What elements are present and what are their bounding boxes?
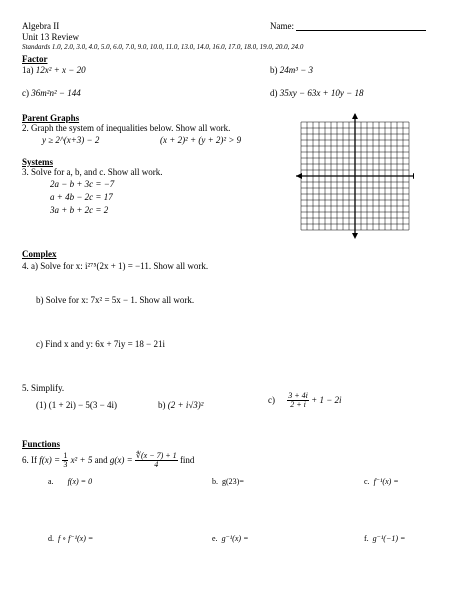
equation-2: a + 4b − 2c = 17 bbox=[50, 192, 113, 202]
question-5b bbox=[158, 401, 203, 410]
question-5: 5. Simplify. bbox=[22, 383, 65, 393]
equation-3: 3a + b + 2c = 2 bbox=[50, 205, 109, 215]
question-5c-label: c) bbox=[268, 395, 275, 405]
question-4b: b) Solve for x: 7x² = 5x − 1. Show all work. bbox=[36, 295, 195, 305]
function-part-d bbox=[48, 535, 93, 543]
part-e-expr: g⁻¹(x) = bbox=[221, 534, 249, 543]
f-fraction-denominator: 3 bbox=[63, 460, 68, 469]
name-line[interactable] bbox=[296, 22, 426, 31]
problem-1a-expr: 12x² + x − 20 bbox=[35, 65, 86, 75]
question-5a: (1) (1 + 2i) − 5(3 − 4i) bbox=[36, 400, 117, 410]
problem-1b bbox=[270, 66, 313, 75]
problem-1a bbox=[22, 66, 86, 75]
complex-heading: Complex bbox=[22, 249, 57, 259]
f-fraction-numerator: 1 bbox=[63, 451, 68, 460]
part-e-label: e. bbox=[212, 534, 218, 543]
part-f-expr: g⁻¹(−1) = bbox=[372, 534, 406, 543]
problem-1c-label: c) bbox=[22, 88, 29, 98]
question-6-intro: 6. If bbox=[22, 455, 37, 465]
part-b-expr: g(23)= bbox=[222, 477, 244, 486]
part-d-label: d. bbox=[48, 534, 54, 543]
systems-heading: Systems bbox=[22, 157, 53, 167]
coordinate-grid[interactable] bbox=[296, 113, 414, 239]
function-part-b bbox=[212, 478, 244, 486]
question-5c-denominator: 2 + i bbox=[290, 400, 306, 409]
g-fraction-numerator: ∜(x − 7) + 1 bbox=[135, 451, 177, 460]
part-c-expr: f⁻¹(x) = bbox=[373, 477, 399, 486]
standards-line: Standards 1.0, 2.0, 3.0, 4.0, 5.0, 6.0, 7.0, 9.0, 10.0, 11.0, 13.0, 14.0, 16.0, 17.0, 18.0, 19.0, 20.0, 24.0 bbox=[22, 43, 304, 51]
function-part-f bbox=[364, 535, 405, 543]
question-2: 2. Graph the system of inequalities below. Show all work. bbox=[22, 123, 231, 133]
find-word: find bbox=[179, 455, 195, 465]
question-5b-label: b) bbox=[158, 400, 166, 410]
question-3: 3. Solve for a, b, and c. Show all work. bbox=[22, 167, 163, 177]
part-f-label: f. bbox=[364, 534, 369, 543]
problem-1b-label: b) bbox=[270, 65, 278, 75]
unit-title: Unit 13 Review bbox=[22, 32, 79, 42]
name-label: Name: bbox=[270, 21, 294, 31]
question-5c-numerator: 3 + 4i bbox=[288, 391, 308, 400]
g-definition-fraction bbox=[135, 452, 178, 469]
inequality-1: y ≥ 2^(x+3) − 2 bbox=[42, 135, 100, 145]
parent-graphs-heading: Parent Graphs bbox=[22, 113, 80, 123]
function-part-c bbox=[364, 478, 399, 486]
question-5c-fraction bbox=[287, 392, 309, 409]
question-4a: 4. a) Solve for x: i²⁷⁵(2x + 1) = −11. Show all work. bbox=[22, 261, 209, 271]
and-word: and bbox=[94, 455, 108, 465]
question-6 bbox=[22, 452, 194, 469]
problem-1d bbox=[270, 89, 363, 98]
question-5c bbox=[268, 392, 342, 409]
part-d-expr: f ∘ f⁻¹(x) = bbox=[58, 534, 94, 543]
name-field[interactable] bbox=[270, 22, 426, 31]
problem-1c-expr: 36m²n² − 144 bbox=[31, 88, 81, 98]
question-5b-expr: (2 + i√3)² bbox=[167, 400, 204, 410]
part-a-label: a. bbox=[48, 477, 54, 486]
f-definition-right: x² + 5 bbox=[70, 455, 93, 465]
part-c-label: c. bbox=[364, 477, 370, 486]
question-5c-rest: + 1 − 2i bbox=[311, 395, 342, 405]
problem-1c bbox=[22, 89, 81, 98]
problem-1d-label: d) bbox=[270, 88, 278, 98]
part-b-label: b. bbox=[212, 477, 218, 486]
part-a-expr: f(x) = 0 bbox=[67, 477, 93, 486]
x-axis-arrow-left-icon bbox=[296, 173, 302, 179]
problem-1a-label: 1a) bbox=[22, 65, 34, 75]
f-definition-left: f(x) = bbox=[39, 455, 61, 465]
course-title: Algebra II bbox=[22, 21, 60, 31]
y-axis-arrow-down-icon bbox=[352, 233, 358, 239]
functions-heading: Functions bbox=[22, 439, 61, 449]
problem-1b-expr: 24m³ − 3 bbox=[279, 65, 314, 75]
question-4c: c) Find x and y: 6x + 7iy = 18 − 21i bbox=[36, 339, 165, 349]
x-axis-arrow-right-icon bbox=[413, 173, 414, 179]
g-definition-left: g(x) = bbox=[109, 455, 133, 465]
function-part-e bbox=[212, 535, 248, 543]
f-coefficient-fraction bbox=[62, 452, 68, 469]
g-fraction-denominator: 4 bbox=[154, 460, 159, 469]
factor-heading: Factor bbox=[22, 54, 48, 64]
inequality-2: (x + 2)² + (y + 2)² > 9 bbox=[160, 135, 242, 145]
y-axis-arrow-up-icon bbox=[352, 113, 358, 119]
equation-1: 2a − b + 3c = −7 bbox=[50, 179, 115, 189]
function-part-a bbox=[48, 478, 92, 486]
problem-1d-expr: 35xy − 63x + 10y − 18 bbox=[279, 88, 364, 98]
